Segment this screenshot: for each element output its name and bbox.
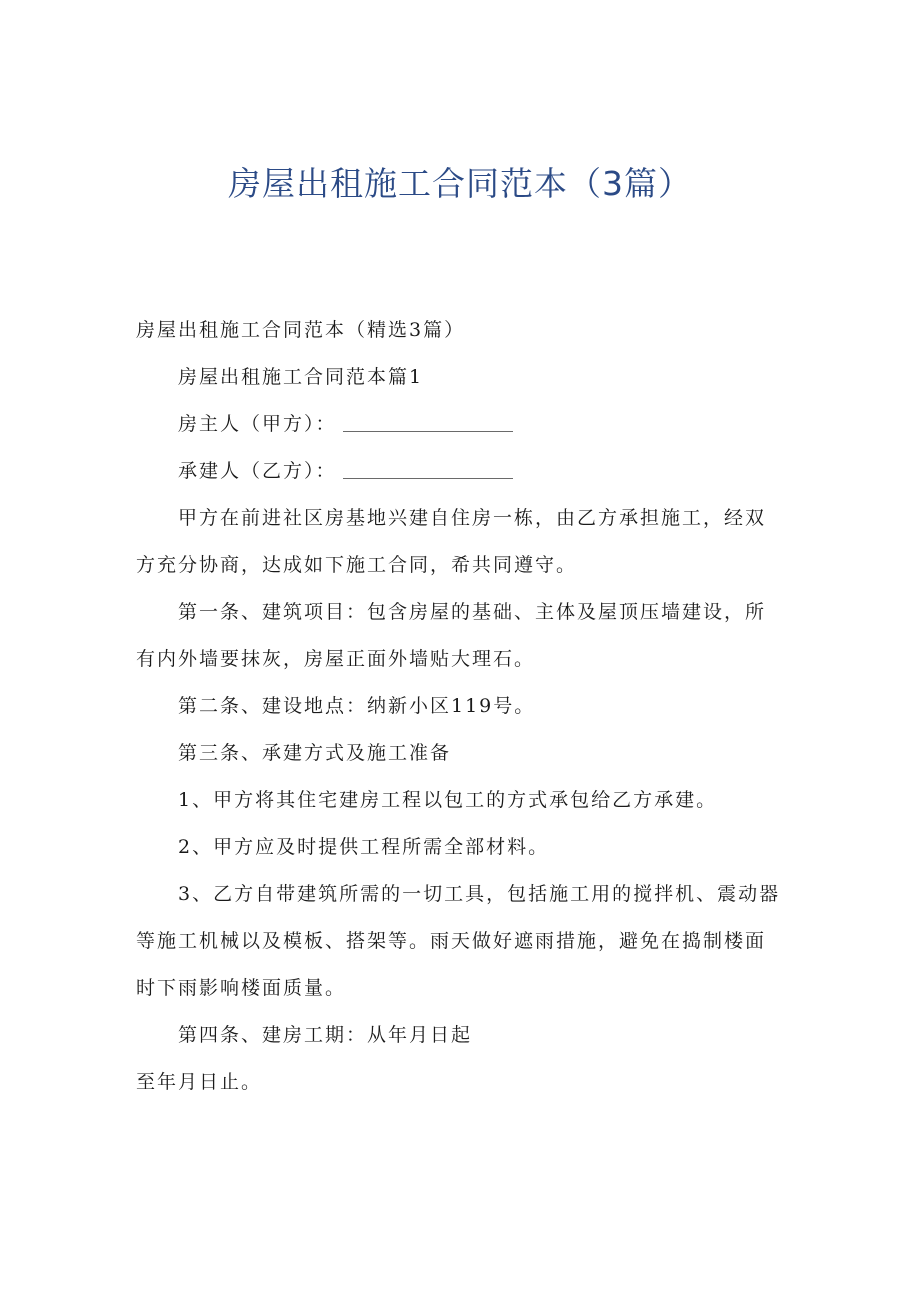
- document-subtitle: 房屋出租施工合同范本（精选3篇）: [136, 319, 466, 341]
- document-body: [136, 307, 786, 1106]
- party-a-line: [136, 401, 786, 448]
- paragraph-item3: 3、乙方自带建筑所需的一切工具，包括施工用的搅拌机、震动器等施工机械以及模板、搭架等。雨天做好遮雨措施，避免在捣制楼面时下雨影响楼面质量。: [136, 883, 781, 999]
- party-b-blank: [343, 477, 513, 479]
- paragraph-item2: 2、甲方应及时提供工程所需全部材料。: [178, 836, 550, 858]
- paragraph-article3: 第三条、承建方式及施工准备: [178, 742, 452, 764]
- party-a-label: 房主人（甲方）：: [178, 413, 337, 435]
- party-b-line: [136, 448, 786, 495]
- document-title: 房屋出租施工合同范本（3篇）: [228, 164, 692, 203]
- party-b-label: 承建人（乙方）：: [178, 460, 337, 482]
- paragraph-intro: 甲方在前进社区房基地兴建自住房一栋，由乙方承担施工，经双方充分协商，达成如下施工合同，希共同遵守。: [136, 507, 767, 576]
- section-heading: 房屋出租施工合同范本篇1: [178, 366, 424, 388]
- paragraph-article4: 第四条、建房工期：从年月日起: [178, 1024, 473, 1046]
- paragraph-article1: 第一条、建筑项目：包含房屋的基础、主体及屋顶压墙建设，所有内外墙要抹灰，房屋正面外墙贴大理石。: [136, 601, 767, 670]
- paragraph-article4-end: 至年月日止。: [136, 1071, 263, 1093]
- paragraph-article2: 第二条、建设地点：纳新小区119号。: [178, 695, 536, 717]
- paragraph-item1: 1、甲方将其住宅建房工程以包工的方式承包给乙方承建。: [178, 789, 718, 811]
- party-a-blank: [343, 430, 513, 432]
